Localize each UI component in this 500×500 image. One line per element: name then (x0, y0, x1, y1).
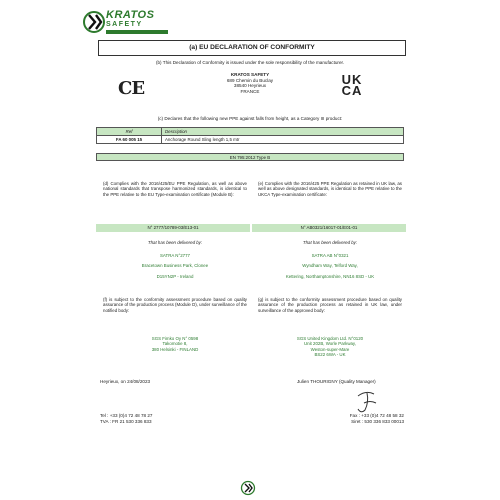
document-title: (a) EU DECLARATION OF CONFORMITY (98, 40, 406, 56)
manufacturer-country: FRANCE (240, 88, 260, 94)
logo-subtitle: SAFETY (106, 21, 143, 28)
logo-bar (106, 30, 168, 34)
delivered-by-right: That has been delivered by: (302, 240, 358, 245)
footer-fax: Fax : +33 (0)4 72 48 58 32 (349, 413, 404, 418)
signer-name: Julien THOURIGNY (Quality Manager) (297, 379, 376, 384)
qa-body-right (258, 336, 402, 357)
qa-body-addr3-right: BS22 6WA - UK (314, 351, 346, 357)
product-description: Anchorage Round Sling length 1,5 mtr (162, 136, 404, 144)
qa-body-addr2-left: 380 Helsinki - FINLAND (151, 346, 199, 352)
manufacturer-address (200, 72, 300, 94)
para-e: (e) Complies with the 2016/425 PPE Regulation as retained in UK law, as well as above designated standards, is identical to the PPE relative to the UKCA Type-examination certificate: (258, 181, 402, 197)
manufacturer-name: KRATOS SAFETY (230, 72, 270, 77)
notified-body-addr2-right: Kettering, Northamptonshire, NN16 8SD - UK (285, 273, 375, 279)
para-f: (f) is subject to the conformity assessment procedure based on quality assurance of the production process (Module D), under surveillance of the notified body: (103, 297, 247, 313)
footer-tva: TVA : FR 21 530 336 833 (100, 418, 152, 424)
standard-bar: EN 795:2012 Type B (96, 153, 404, 161)
ce-mark: CE (118, 78, 145, 99)
logo-name: KRATOS (106, 9, 155, 21)
qa-body-name-left: SGS Fimko Oy N° 0598 (151, 336, 199, 341)
col-ref-header: Ref (97, 128, 162, 136)
footer-emblem-icon (240, 480, 256, 496)
ukca-line2: CA (341, 83, 363, 98)
notified-body-name-left: SATRA N°2777 (160, 253, 190, 258)
footer-contact-left (100, 413, 152, 424)
ukca-certificate: N° AB0321/16017-01/E01-01 (252, 224, 406, 232)
intro-text: (b) This Declaration of Conformity is issued under the sole responsibility of the manufacturer. (155, 60, 345, 65)
qa-body-left (103, 336, 247, 352)
table-row (97, 136, 404, 144)
qa-body-addr1-right: Unit 202B, Worle Parkway, (303, 341, 357, 347)
qa-body-name-right: SGS United Kingdom Ltd. N°0120 (296, 336, 364, 341)
declaration-text: (c) Declares that the following new PPE against falls from height, as a Category III product: (157, 116, 343, 121)
notified-body-addr1-right: Wyndham Way, Telford Way, (302, 263, 358, 269)
company-logo (82, 8, 172, 38)
para-d: (d) Complies with the 2016/425/EU PPE Regulation, as well as above national standards that transpose harmonized standards, is identical to the PPE relative to the EU Type-examination certificate (Module B): (103, 181, 247, 197)
footer-tel: Tel : +33 (0)4 72 48 78 27 (100, 413, 153, 418)
para-g: (g) is subject to the conformity assessment procedure based on quality assurance of the production process as retained in UK law, under surveillance of the approved body: (258, 297, 402, 313)
manufacturer-city: 38540 Heyrieux (233, 83, 267, 89)
footer-siret: Siret : 530 336 833 00013 (351, 418, 404, 424)
qa-body-addr2-right: Weston-super-Mare (310, 346, 350, 352)
kratos-emblem-icon (82, 8, 106, 36)
ukca-mark (335, 74, 369, 96)
signature-image (352, 388, 382, 416)
eu-certificate: N° 2777/10789-03/E13-01 (96, 224, 250, 232)
footer-contact-right (300, 413, 404, 424)
col-description-header: Description (162, 128, 404, 136)
notified-body-right (258, 253, 402, 279)
qa-body-addr1-left: Takomotie 8, (162, 341, 188, 347)
notified-body-name-right: SATRA AB N°0321 (311, 253, 349, 258)
notified-body-addr2-left: D15YN2P - Ireland (156, 273, 194, 279)
ppe-table (96, 127, 404, 144)
manufacturer-street: 689 Chemin du Buclay (226, 77, 274, 83)
notified-body-addr1-left: Bracetown Business Park, Clonee (141, 263, 209, 269)
delivered-by-left: That has been delivered by: (147, 240, 203, 245)
ukca-line1: UK (341, 72, 363, 87)
product-ref: FA 60 005 15 (97, 136, 162, 144)
notified-body-left (103, 253, 247, 279)
place-date: Heyrieux, on 24/08/2023 (100, 379, 151, 384)
table-header-row (97, 128, 404, 136)
